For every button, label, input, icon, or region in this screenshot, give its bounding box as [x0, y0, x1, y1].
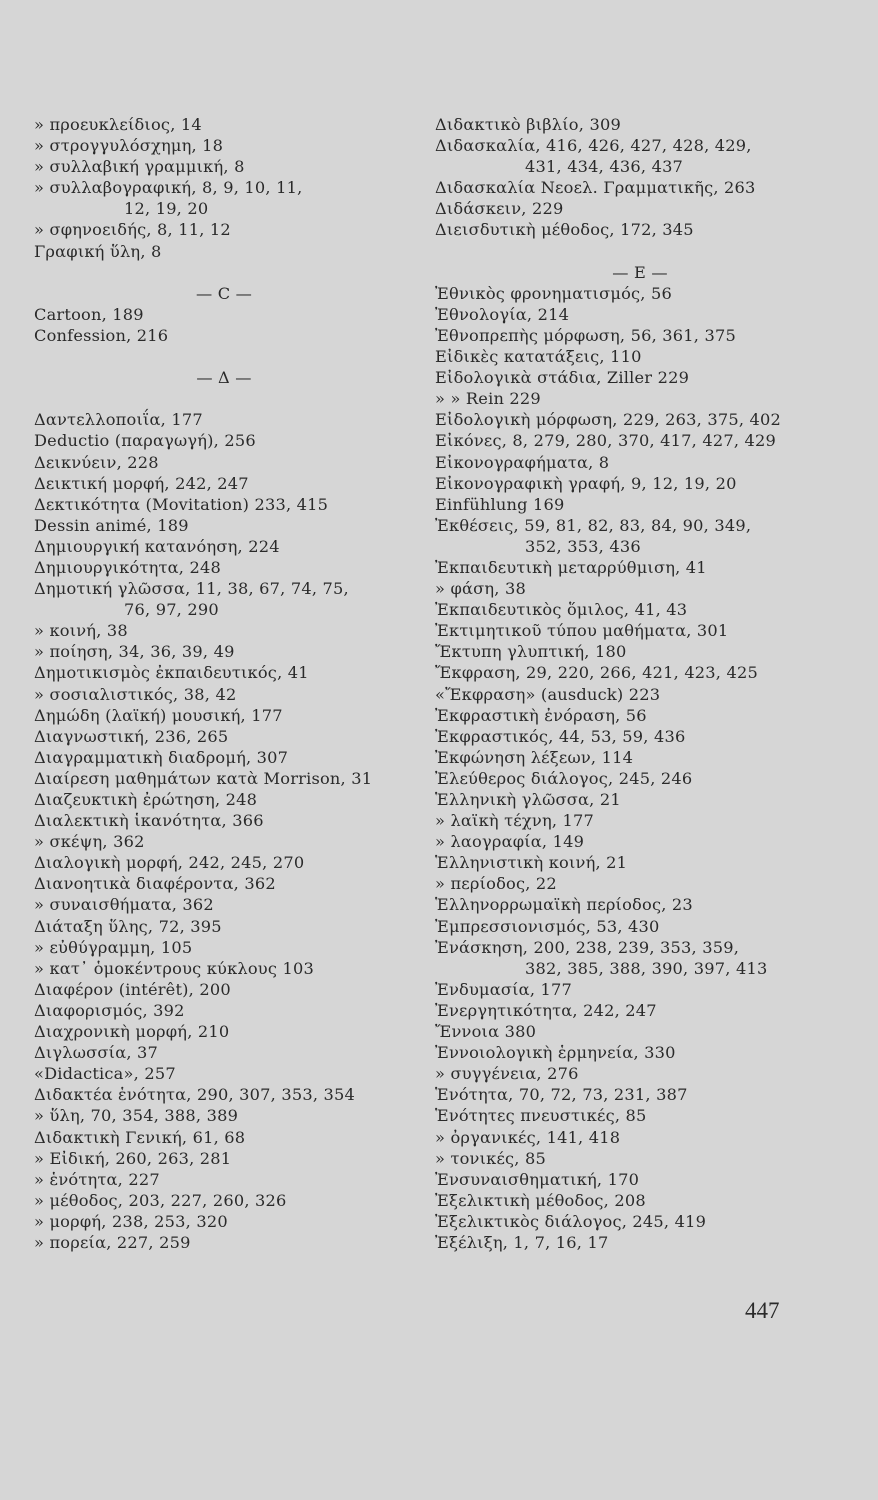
index-subentry: » φάση, 38 [435, 579, 526, 599]
index-subentry: » μορφή, 238, 253, 320 [34, 1211, 228, 1231]
index-subentry: » συλλαβογραφική, 8, 9, 10, 11, [34, 178, 303, 198]
index-subentry: » περίοδος, 22 [435, 874, 557, 894]
index-entry-continuation: 352, 353, 436 [525, 536, 641, 556]
index-entry: Ἔκτυπη γλυπτική, 180 [435, 642, 627, 662]
index-entry: Einfühlung 169 [435, 494, 565, 514]
index-entry: Διδακτικὴ Γενική, 61, 68 [34, 1127, 246, 1147]
index-entry: Ἐνδυμασία, 177 [435, 979, 573, 999]
index-entry: Deductio (παραγωγή), 256 [34, 431, 256, 451]
index-entry: Confession, 216 [34, 325, 169, 345]
index-entry: Ἑλληνιστικὴ κοινή, 21 [435, 853, 628, 873]
index-entry: Ἐκθέσεις, 59, 81, 82, 83, 84, 90, 349, [435, 515, 752, 535]
index-entry: Διάταξη ὕλης, 72, 395 [34, 916, 222, 936]
index-entry: Ἐξελικτικὴ μέθοδος, 208 [435, 1190, 646, 1210]
index-entry: Δημώδη (λαϊκή) μουσική, 177 [34, 705, 283, 725]
index-entry: Δαντελλοποιΐα, 177 [34, 410, 203, 430]
index-entry: Δημοτική γλῶσσα, 11, 38, 67, 74, 75, [34, 579, 349, 599]
section-heading: — Δ — [196, 368, 252, 388]
index-entry: Ἐθνικὸς φρονηματισμός, 56 [435, 283, 672, 303]
index-subentry: » ὕλη, 70, 354, 388, 389 [34, 1106, 239, 1126]
index-entry: Δεκτικότητα (Movitation) 233, 415 [34, 494, 329, 514]
index-entry: Ἐθνοπρεπὴς μόρφωση, 56, 361, 375 [435, 325, 736, 345]
index-entry: Ἑλληνικὴ γλῶσσα, 21 [435, 790, 621, 809]
index-column-right [435, 114, 845, 1253]
index-entry: Dessin animé, 189 [34, 515, 189, 535]
index-subentry: » συγγένεια, 276 [435, 1064, 579, 1084]
index-entry: «Ἔκφραση» (ausduck) 223 [435, 684, 661, 704]
index-entry: Ἐμπρεσσιονισμός, 53, 430 [435, 916, 660, 936]
index-entry: Ἐκπαιδευτικὴ μεταρρύθμιση, 41 [435, 557, 707, 577]
index-subentry: » προευκλείδιος, 14 [34, 115, 202, 134]
index-entry: Ἐλεύθερος διάλογος, 245, 246 [435, 768, 693, 788]
index-entry: Ἐκτιμητικοῦ τύπου μαθήματα, 301 [435, 621, 729, 641]
index-entry: Διδακτέα ἑνότητα, 290, 307, 353, 354 [34, 1085, 356, 1105]
index-entry: Διαλογικὴ μορφή, 242, 245, 270 [34, 853, 305, 873]
index-entry: Cartoon, 189 [34, 304, 144, 324]
index-entry: Διαζευκτικὴ ἐρώτηση, 248 [34, 790, 258, 809]
spacer [34, 262, 414, 283]
index-entry: Διδακτικὸ βιβλίο, 309 [435, 115, 621, 134]
index-subentry: » σφηνοειδής, 8, 11, 12 [34, 220, 231, 240]
index-entry: Διαγραμματικὴ διαδρομή, 307 [34, 747, 289, 767]
index-entry: Δημοτικισμὸς ἐκπαιδευτικός, 41 [34, 663, 309, 683]
page-number: 447 [745, 1298, 780, 1323]
index-entry: Γραφική ὕλη, 8 [34, 241, 162, 261]
index-entry: Δημιουργική κατανόηση, 224 [34, 536, 280, 556]
index-subentry: » ὀργανικές, 141, 418 [435, 1127, 621, 1147]
index-entry: Διανοητικὰ διαφέροντα, 362 [34, 874, 276, 894]
index-entry: Ἐκφραστικός, 44, 53, 59, 436 [435, 726, 686, 746]
index-entry: Δεικνύειν, 228 [34, 452, 159, 472]
section-heading: — C — [195, 283, 253, 303]
index-entry: Διαφέρον (intérêt), 200 [34, 979, 231, 999]
index-entry: Διδάσκειν, 229 [435, 199, 564, 219]
index-subentry: » εὐθύγραμμη, 105 [34, 937, 193, 957]
index-entry: Ἐκφώνηση λέξεων, 114 [435, 747, 634, 767]
index-entry: Ἑνότητες πνευστικές, 85 [435, 1106, 647, 1126]
index-entry-continuation: 431, 434, 436, 437 [525, 157, 684, 177]
index-entry: Διαλεκτικὴ ἱκανότητα, 366 [34, 811, 264, 831]
index-entry-continuation: 12, 19, 20 [124, 199, 209, 219]
index-entry: Ἐξέλιξη, 1, 7, 16, 17 [435, 1232, 609, 1252]
index-entry: Διεισδυτικὴ μέθοδος, 172, 345 [435, 220, 694, 240]
index-entry: «Didactica», 257 [34, 1064, 176, 1084]
index-entry: Διαχρονικὴ μορφή, 210 [34, 1022, 230, 1042]
index-subentry: » πορεία, 227, 259 [34, 1232, 191, 1252]
index-entry: Διαφορισμός, 392 [34, 1000, 185, 1020]
index-subentry: » » Rein 229 [435, 389, 541, 409]
index-entry-continuation: 382, 385, 388, 390, 397, 413 [525, 958, 768, 978]
index-subentry: » σοσιαλιστικός, 38, 42 [34, 684, 237, 704]
index-entry-continuation: 76, 97, 290 [124, 600, 219, 620]
index-subentry: » ποίηση, 34, 36, 39, 49 [34, 642, 235, 662]
index-entry: Ἐνσυναισθηματική, 170 [435, 1169, 640, 1189]
index-entry: Εἰκονογραφήματα, 8 [435, 452, 610, 472]
spacer [34, 388, 414, 409]
index-entry: Ἑλληνορρωμαϊκὴ περίοδος, 23 [435, 895, 693, 915]
index-entry: Διαίρεση μαθημάτων κατὰ Morrison, 31 [34, 768, 373, 788]
index-subentry: » μέθοδος, 203, 227, 260, 326 [34, 1190, 287, 1210]
index-entry: Ἔννοια 380 [435, 1022, 537, 1042]
index-subentry: » λαϊκὴ τέχνη, 177 [435, 811, 595, 831]
index-entry: Εἰδολογικὰ στάδια, Ziller 229 [435, 368, 690, 388]
index-entry: Εἰκονογραφικὴ γραφή, 9, 12, 19, 20 [435, 473, 737, 493]
index-subentry: » τονικές, 85 [435, 1148, 546, 1168]
index-entry: Δεικτική μορφή, 242, 247 [34, 473, 249, 493]
index-subentry: » σκέψη, 362 [34, 832, 145, 852]
index-entry: Ἔκφραση, 29, 220, 266, 421, 423, 425 [435, 663, 758, 683]
index-entry: Εἰδικὲς κατατάξεις, 110 [435, 347, 642, 367]
index-entry: Ἐκπαιδευτικὸς ὅμιλος, 41, 43 [435, 600, 688, 620]
index-entry: Ἐνάσκηση, 200, 238, 239, 353, 359, [435, 937, 740, 957]
index-entry: Διδασκαλία Νεοελ. Γραμματικῆς, 263 [435, 178, 756, 198]
index-subentry: » ἑνότητα, 227 [34, 1169, 160, 1189]
index-entry: Διδασκαλία, 416, 426, 427, 428, 429, [435, 136, 752, 156]
spacer [435, 241, 845, 262]
index-entry: Ἑνότητα, 70, 72, 73, 231, 387 [435, 1085, 688, 1105]
index-subentry: » συναισθήματα, 362 [34, 895, 214, 915]
index-entry: Ἐθνολογία, 214 [435, 304, 570, 324]
index-subentry: » λαογραφία, 149 [435, 832, 585, 852]
index-entry: Δημιουργικότητα, 248 [34, 557, 221, 577]
index-subentry: » συλλαβική γραμμική, 8 [34, 157, 245, 177]
index-subentry: » Εἰδική, 260, 263, 281 [34, 1148, 232, 1168]
section-heading: — E — [612, 262, 668, 282]
index-entry: Διαγνωστική, 236, 265 [34, 726, 229, 746]
index-subentry: » στρογγυλόσχημη, 18 [34, 136, 224, 156]
index-entry: Ἐνεργητικότητα, 242, 247 [435, 1000, 657, 1020]
index-entry: Εἰδολογικὴ μόρφωση, 229, 263, 375, 402 [435, 410, 782, 430]
index-column-left [34, 114, 414, 1253]
index-entry: Ἐκφραστικὴ ἐνόραση, 56 [435, 705, 647, 725]
index-entry: Ἐννοιολογικὴ ἑρμηνεία, 330 [435, 1043, 676, 1063]
index-entry: Εἰκόνες, 8, 279, 280, 370, 417, 427, 429 [435, 431, 777, 451]
index-entry: Διγλωσσία, 37 [34, 1043, 159, 1063]
spacer [34, 346, 414, 367]
index-entry: Ἐξελικτικὸς διάλογος, 245, 419 [435, 1211, 707, 1231]
index-subentry: » κατ᾽ ὁμοκέντρους κύκλους 103 [34, 958, 314, 978]
index-subentry: » κοινή, 38 [34, 621, 128, 641]
